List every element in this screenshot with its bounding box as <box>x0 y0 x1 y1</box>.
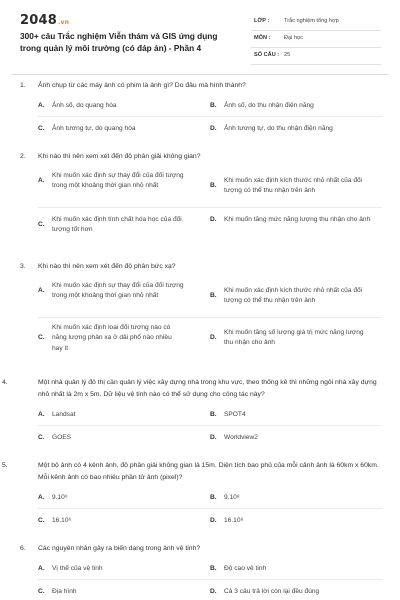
options <box>20 273 382 369</box>
option-letter: C. <box>38 124 45 132</box>
option-a[interactable] <box>38 281 198 302</box>
option-text: Khi muốn xác định loại đối tượng nào có năng lượng phản xạ ở dải phổ nào nhiều hay ít <box>52 323 172 352</box>
question-stem: Khi nào thì nên xem xét đến độ phân bức xạ? <box>38 263 176 270</box>
option-divider <box>38 579 382 580</box>
option-letter: C. <box>38 517 45 524</box>
option-letter: A. <box>38 411 45 418</box>
option-text: 16.10⁸ <box>224 517 244 524</box>
option-text: Ảnh số, do thu nhận điện năng <box>224 101 314 109</box>
options <box>20 555 382 599</box>
option-b[interactable] <box>210 286 380 307</box>
meta-value: 25 <box>284 52 291 58</box>
question-1 <box>20 80 382 140</box>
question-stem: Các nguyên nhân gây ra biến dạng trong ảnh vệ tinh? <box>38 545 201 552</box>
question-text <box>2 460 382 483</box>
option-c[interactable] <box>38 215 198 236</box>
option-text: Cả 3 câu trả lời còn lại đều đúng <box>224 587 320 595</box>
option-b[interactable] <box>210 101 380 112</box>
option-text: Ảnh tương tự, do quang hóa <box>52 124 136 132</box>
option-letter: B. <box>210 564 217 572</box>
meta-value: Trắc nghiệm tổng hợp <box>284 18 339 24</box>
question-2 <box>20 151 382 253</box>
option-d[interactable] <box>210 587 380 598</box>
options <box>20 483 382 533</box>
option-letter: D. <box>210 434 217 441</box>
option-text: Worldview2 <box>224 434 258 441</box>
option-text: SPOT4 <box>224 411 246 418</box>
option-text: 9.10⁸ <box>224 494 240 501</box>
option-text: Khi muốn xác định kích thước nhỏ nhất của đối tượng có thể thu nhận trên ảnh <box>224 286 363 304</box>
option-d[interactable] <box>210 328 380 349</box>
options <box>20 163 382 253</box>
option-divider <box>38 425 382 426</box>
option-text: Vị thế của vệ tinh <box>52 564 103 572</box>
option-letter: A. <box>38 564 45 572</box>
question-text <box>20 261 382 273</box>
question-text <box>20 543 382 555</box>
logo-main: 2048 <box>20 13 57 28</box>
option-letter: C. <box>38 334 45 341</box>
option-letter: A. <box>38 176 45 184</box>
option-divider <box>38 207 382 208</box>
question-number: 3. <box>20 263 26 270</box>
site-logo[interactable] <box>20 13 69 28</box>
option-a[interactable] <box>38 171 198 192</box>
question-3 <box>20 261 382 369</box>
option-text: 9.10⁶ <box>52 494 68 501</box>
option-text: Khi muốn xác định sự thay đổi của đối tượng trong một khoảng thời gian nhỏ nhất <box>52 171 184 189</box>
option-letter: A. <box>38 286 45 294</box>
question-number: 5. <box>2 462 8 469</box>
question-number: 6. <box>20 545 26 552</box>
meta-key: MÔN : <box>254 35 271 41</box>
question-5 <box>2 460 382 533</box>
option-a[interactable] <box>38 564 198 575</box>
header-divider <box>12 74 388 75</box>
option-letter: B. <box>210 101 217 109</box>
page-title: 300+ câu Trắc nghiệm Viễn thám và GIS ứng dụng trong quản lý môi trường (có đáp án) - Phần 4 <box>20 31 218 53</box>
option-d[interactable] <box>210 124 380 135</box>
option-b[interactable] <box>210 410 380 421</box>
option-b[interactable] <box>210 176 380 197</box>
option-letter: B. <box>210 494 217 501</box>
option-text: Khi muốn tăng số lượng giá trị mức năng lượng thu nhận cho ảnh <box>224 328 364 346</box>
question-4 <box>2 377 382 450</box>
question-stem: Một bộ ảnh có 4 kênh ảnh, độ phân giải không gian là 15m. Diện tích bao phủ của mỗi cảnh ảnh là 60km x 60km. Mỗi kênh ảnh có bao nhiêu phần tử ảnh (pixel)? <box>38 462 379 481</box>
option-d[interactable] <box>210 215 380 226</box>
option-d[interactable] <box>210 516 380 527</box>
option-text: Landsat <box>52 411 76 418</box>
option-letter: B. <box>210 291 217 299</box>
option-a[interactable] <box>38 101 198 112</box>
option-letter: C. <box>38 220 45 228</box>
question-number: 2. <box>20 153 26 160</box>
option-a[interactable] <box>38 493 198 504</box>
option-c[interactable] <box>38 587 198 598</box>
meta-row-count <box>251 48 381 65</box>
meta-table <box>251 14 381 65</box>
meta-row-class <box>251 14 381 31</box>
option-text: Khi muốn tăng mức năng lượng thu nhận cho ảnh <box>224 215 371 223</box>
options <box>20 400 382 450</box>
option-divider <box>38 508 382 509</box>
option-text: Khi muốn xác định tính chất hóa học của đối tượng tốt hơn <box>52 215 182 233</box>
option-c[interactable] <box>38 124 198 135</box>
option-letter: D. <box>210 124 217 132</box>
option-letter: A. <box>38 494 45 501</box>
question-text <box>20 80 382 92</box>
option-d[interactable] <box>210 433 380 444</box>
option-b[interactable] <box>210 564 380 575</box>
option-letter: D. <box>210 333 217 341</box>
option-letter: D. <box>210 215 217 223</box>
question-6 <box>20 543 382 599</box>
option-text: Khi muốn xác định sự thay đổi của đối tượng trong một khoảng thời gian nhỏ nhất <box>52 281 184 299</box>
option-letter: A. <box>38 101 45 109</box>
option-text: Ảnh tương tự, do thu nhận điện năng <box>224 124 333 132</box>
option-text: Ảnh số, do quang hóa <box>52 101 117 109</box>
option-c[interactable] <box>38 516 198 527</box>
question-number: 1. <box>20 82 26 89</box>
option-c[interactable] <box>38 433 198 444</box>
option-text: Khi muốn xác định kích thước nhỏ nhất của đối tượng có thể thu nhận trên ảnh <box>224 176 363 194</box>
option-letter: B. <box>210 411 217 418</box>
question-stem: Ảnh chụp từ các máy ảnh có phim là ảnh gì? Do đâu mà hình thành? <box>38 82 246 89</box>
meta-row-subject <box>251 31 381 48</box>
option-text: 16.10⁶ <box>52 517 72 524</box>
option-text: Độ cao vệ tinh <box>224 564 267 572</box>
meta-key: LỚP : <box>254 18 270 24</box>
option-c[interactable] <box>38 323 198 355</box>
option-divider <box>38 317 382 318</box>
meta-value: Đại học <box>284 35 303 41</box>
option-a[interactable] <box>38 410 198 421</box>
question-text <box>2 377 382 400</box>
question-number: 4. <box>2 379 8 386</box>
option-divider <box>38 116 382 117</box>
question-stem: Một nhà quản lý đô thị cần quản lý việc xây dựng nhà trong khu vực, theo thống kê thì những ngôi nhà xây dựng nhỏ nhất là 2m x 5m. Dữ liệu vệ tinh nào có thể sử dụng cho công tác này? <box>38 379 377 398</box>
option-b[interactable] <box>210 493 380 504</box>
logo-suffix: .vn <box>57 19 70 26</box>
meta-key: SỐ CÂU : <box>254 52 280 58</box>
option-text: GOES <box>52 434 72 441</box>
option-letter: D. <box>210 517 217 524</box>
question-stem: Khi nào thì nên xem xét đến độ phân giải không gian? <box>38 153 201 160</box>
question-text <box>20 151 382 163</box>
option-letter: B. <box>210 181 217 189</box>
option-text: Địa hình <box>52 587 77 595</box>
option-letter: C. <box>38 587 45 595</box>
option-letter: C. <box>38 434 45 441</box>
option-letter: D. <box>210 587 217 595</box>
options <box>20 92 382 140</box>
